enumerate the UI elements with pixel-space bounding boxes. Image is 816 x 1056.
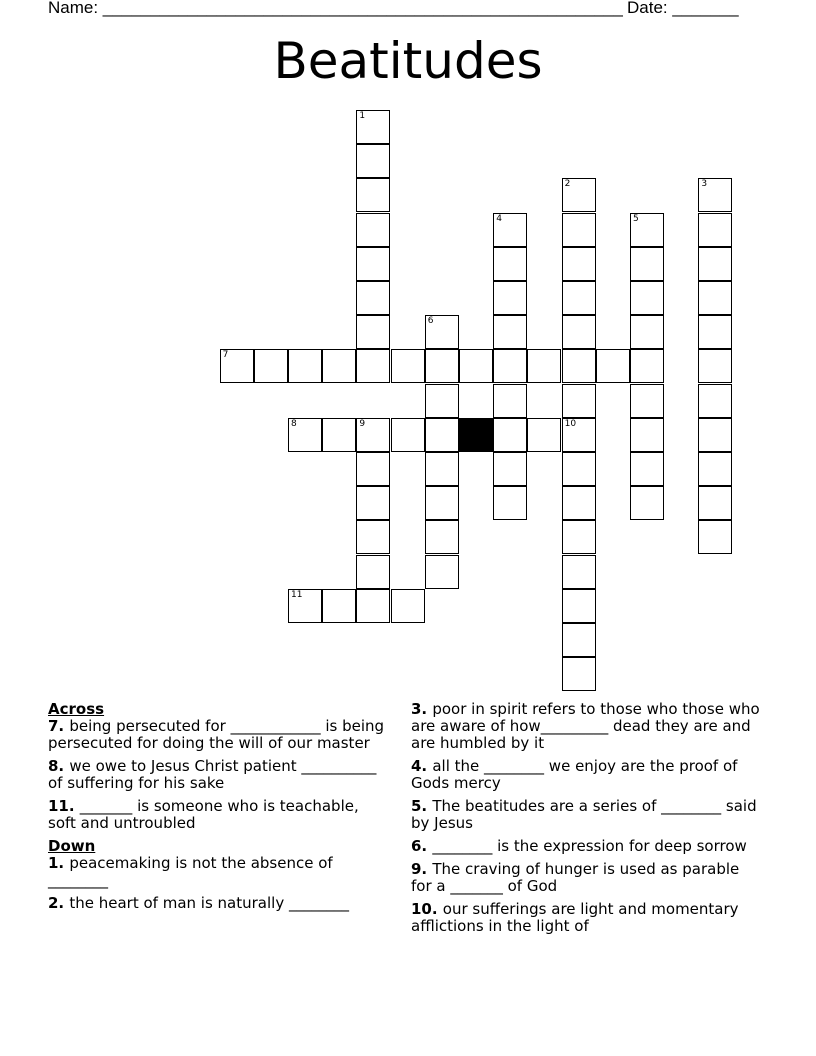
grid-cell[interactable]	[562, 315, 596, 349]
grid-cell[interactable]	[425, 486, 459, 520]
grid-cell[interactable]	[493, 418, 527, 452]
clue	[411, 798, 761, 832]
grid-cell[interactable]	[425, 555, 459, 589]
clue	[411, 901, 761, 935]
clue-number: 7.	[48, 717, 70, 735]
clue	[411, 861, 761, 895]
clue-number: 6	[427, 316, 434, 327]
grid-cell[interactable]	[425, 349, 459, 383]
grid-cell[interactable]	[322, 418, 356, 452]
grid-cell[interactable]	[356, 486, 390, 520]
clue-text: ________ is the expression for deep sorrow	[432, 837, 747, 855]
grid-cell[interactable]	[425, 384, 459, 418]
grid-cell[interactable]	[562, 657, 596, 691]
grid-cell[interactable]	[698, 247, 732, 281]
grid-cell[interactable]	[425, 315, 459, 349]
grid-cell[interactable]	[425, 418, 459, 452]
grid-cell[interactable]	[562, 589, 596, 623]
grid-cell[interactable]	[698, 349, 732, 383]
across-clue-list	[48, 718, 388, 832]
grid-cell[interactable]	[288, 418, 322, 452]
grid-cell[interactable]	[356, 144, 390, 178]
grid-cell[interactable]	[562, 349, 596, 383]
grid-cell[interactable]	[562, 384, 596, 418]
grid-cell[interactable]	[288, 589, 322, 623]
clue-number: 1	[359, 111, 366, 121]
clue-number: 5	[633, 213, 639, 224]
clue-text: our sufferings are light and momentary afflictions in the light of	[411, 900, 739, 935]
puzzle-title: Beatitudes	[273, 32, 543, 90]
grid-cell[interactable]	[356, 315, 390, 349]
clue	[48, 895, 388, 912]
clue-number: 4.	[411, 757, 433, 775]
grid-block	[459, 418, 493, 452]
grid-cell[interactable]	[425, 452, 459, 486]
grid-cell[interactable]	[425, 520, 459, 554]
clue-number: 5.	[411, 797, 433, 815]
down-heading: Down	[48, 837, 96, 855]
grid-cell[interactable]	[493, 213, 527, 247]
grid-cell[interactable]	[356, 247, 390, 281]
grid-cell[interactable]	[630, 452, 664, 486]
clue-text: The craving of hunger is used as parable for a _______ of God	[411, 860, 740, 895]
name-field-label: Name: _______________________________________________________	[48, 0, 623, 17]
clue-text: the heart of man is naturally ________	[69, 894, 349, 912]
grid-cell[interactable]	[288, 349, 322, 383]
grid-cell[interactable]	[562, 486, 596, 520]
clue-number: 4	[496, 213, 502, 224]
grid-cell[interactable]	[356, 110, 390, 144]
grid-cell[interactable]	[493, 486, 527, 520]
grid-cell[interactable]	[459, 349, 493, 383]
grid-cell[interactable]	[562, 555, 596, 589]
clue	[48, 798, 388, 832]
clue-number: 2	[564, 179, 571, 190]
grid-cell[interactable]	[356, 418, 390, 452]
grid-cell[interactable]	[630, 486, 664, 520]
grid-cell[interactable]	[630, 315, 664, 349]
clue-text: all the ________ we enjoy are the proof of Gods mercy	[411, 757, 738, 792]
grid-cell[interactable]	[493, 315, 527, 349]
grid-cell[interactable]	[562, 623, 596, 657]
clue-number: 8.	[48, 757, 70, 775]
grid-cell[interactable]	[322, 589, 356, 623]
grid-cell[interactable]	[596, 349, 630, 383]
clue-number: 9.	[411, 860, 433, 878]
clue-number: 2.	[48, 894, 70, 912]
grid-cell[interactable]	[562, 452, 596, 486]
grid-cell[interactable]	[630, 418, 664, 452]
grid-cell[interactable]	[356, 520, 390, 554]
grid-cell[interactable]	[698, 178, 732, 212]
grid-cell[interactable]	[254, 349, 288, 383]
clue-text: being persecuted for ____________ is being persecuted for doing the will of our master	[48, 717, 385, 752]
down-clue-list-continued	[411, 701, 761, 935]
grid-cell[interactable]	[527, 349, 561, 383]
down-clue-list	[48, 855, 388, 912]
grid-cell[interactable]	[356, 281, 390, 315]
clue-number: 3	[701, 179, 708, 190]
grid-cell[interactable]	[562, 520, 596, 554]
clue-text: poor in spirit refers to those who those who are aware of how_________ dead they are and are humbled by it	[411, 700, 760, 752]
grid-cell[interactable]	[698, 315, 732, 349]
clue	[411, 701, 761, 752]
grid-cell[interactable]	[562, 213, 596, 247]
grid-cell[interactable]	[356, 589, 390, 623]
grid-cell[interactable]	[562, 178, 596, 212]
clue-text: _______ is someone who is teachable, soft and untroubled	[48, 797, 359, 832]
grid-cell[interactable]	[630, 213, 664, 247]
grid-cell[interactable]	[698, 520, 732, 554]
grid-cell[interactable]	[698, 452, 732, 486]
grid-cell[interactable]	[322, 349, 356, 383]
grid-cell[interactable]	[630, 349, 664, 383]
grid-cell[interactable]	[391, 418, 425, 452]
grid-cell[interactable]	[493, 247, 527, 281]
grid-cell[interactable]	[562, 247, 596, 281]
clue	[411, 758, 761, 792]
grid-cell[interactable]	[698, 418, 732, 452]
grid-cell[interactable]	[562, 418, 596, 452]
clue-number: 11.	[48, 797, 80, 815]
across-heading: Across	[48, 700, 105, 718]
grid-cell[interactable]	[493, 384, 527, 418]
clue	[411, 838, 761, 855]
clue-number: 3.	[411, 700, 433, 718]
grid-cell[interactable]	[391, 589, 425, 623]
grid-cell[interactable]	[630, 247, 664, 281]
clue-text: The beatitudes are a series of ________ said by Jesus	[411, 797, 757, 832]
clue-number: 10	[564, 418, 577, 429]
grid-cell[interactable]	[220, 349, 254, 383]
grid-cell[interactable]	[493, 281, 527, 315]
grid-cell[interactable]	[493, 349, 527, 383]
clue-number: 11	[291, 589, 303, 600]
clue	[48, 855, 388, 889]
grid-cell[interactable]	[698, 213, 732, 247]
clues-left-column	[48, 701, 388, 918]
grid-cell[interactable]	[356, 555, 390, 589]
grid-cell[interactable]	[356, 213, 390, 247]
date-field-label: Date: _______	[627, 0, 739, 17]
clue-number: 9	[359, 418, 366, 429]
grid-cell[interactable]	[527, 418, 561, 452]
clue-text: we owe to Jesus Christ patient __________ of suffering for his sake	[48, 757, 377, 792]
clue-number: 10.	[411, 900, 443, 918]
grid-cell[interactable]	[698, 384, 732, 418]
clue-number: 7	[222, 350, 229, 361]
grid-cell[interactable]	[493, 452, 527, 486]
clue-number: 6.	[411, 837, 433, 855]
grid-cell[interactable]	[698, 281, 732, 315]
grid-cell[interactable]	[630, 384, 664, 418]
clue	[48, 758, 388, 792]
clues-right-column	[411, 701, 761, 941]
grid-cell[interactable]	[698, 486, 732, 520]
clue-number: 1.	[48, 854, 70, 872]
grid-cell[interactable]	[391, 349, 425, 383]
grid-cell[interactable]	[356, 178, 390, 212]
grid-cell[interactable]	[356, 349, 390, 383]
clue-number: 8	[291, 418, 297, 429]
grid-cell[interactable]	[562, 281, 596, 315]
clue	[48, 718, 388, 752]
grid-cell[interactable]	[630, 281, 664, 315]
clue-text: peacemaking is not the absence of ________	[48, 854, 333, 889]
grid-cell[interactable]	[356, 452, 390, 486]
